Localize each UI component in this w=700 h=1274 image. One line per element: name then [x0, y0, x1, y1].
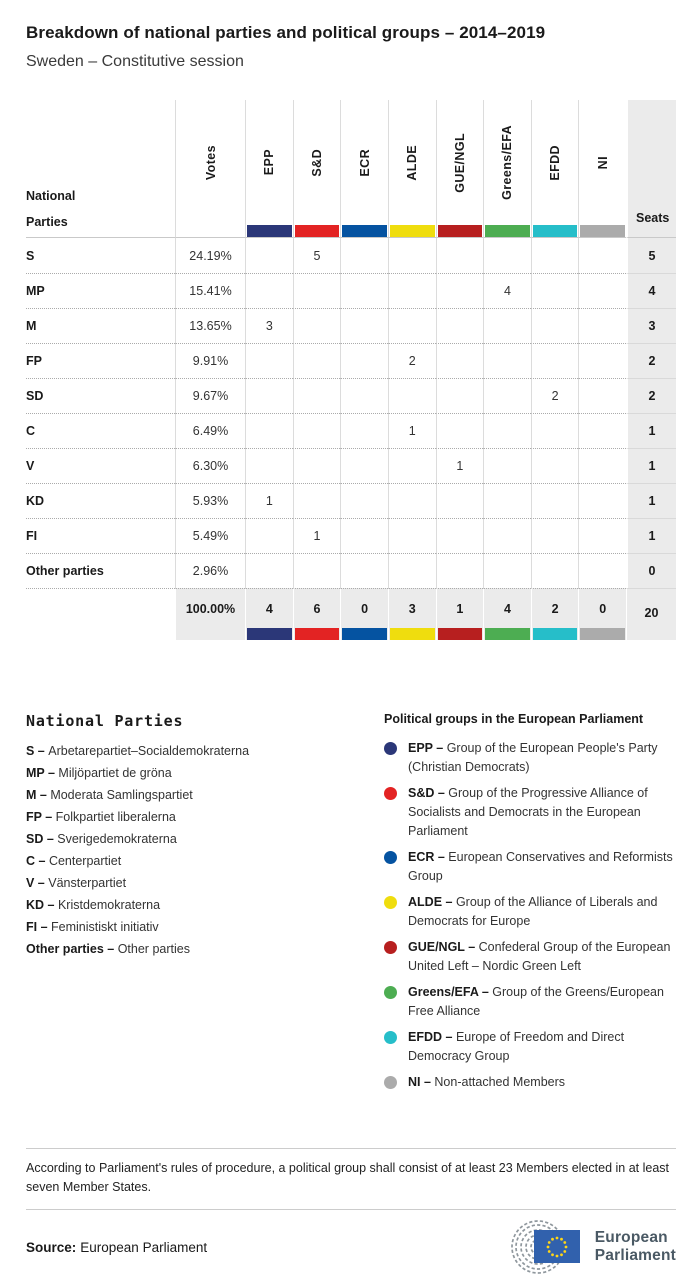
seat-cell-fi-greens-efa — [483, 518, 531, 553]
party-legend-abbr: KD – — [26, 898, 58, 912]
group-color-bar-epp — [247, 225, 292, 237]
group-column-header-gue-ngl — [436, 100, 484, 238]
group-legend-abbr: Greens/EFA – — [408, 985, 493, 999]
seat-cell-sd-alde — [388, 378, 436, 413]
votes-cell-sd: 9.67% — [175, 378, 245, 413]
seat-cell-fp-s-d — [293, 343, 341, 378]
seat-cell-c-ecr — [340, 413, 388, 448]
party-legend-abbr: FI – — [26, 920, 52, 934]
total-color-bar-alde — [390, 628, 435, 640]
total-seats-cell-fi: 1 — [626, 518, 676, 553]
group-legend-text — [408, 739, 676, 777]
seat-cell-v-greens-efa — [483, 448, 531, 483]
party-legend-name: Moderata Samlingspartiet — [50, 788, 193, 802]
seat-cell-s-ni — [578, 238, 626, 273]
group-column-header-ecr — [340, 100, 388, 238]
seat-cell-v-ecr — [340, 448, 388, 483]
party-cell-kd: KD — [26, 483, 175, 518]
group-legend-item-alde — [384, 893, 676, 931]
seat-cell-m-ecr — [340, 308, 388, 343]
party-legend-name: Folkpartiet liberalerna — [55, 810, 176, 824]
alde-legend-dot-icon — [384, 896, 397, 909]
seat-cell-kd-greens-efa — [483, 483, 531, 518]
page-title: Breakdown of national parties and political groups – 2014–2019 — [26, 23, 546, 42]
seat-cell-sd-gue-ngl — [436, 378, 484, 413]
logo-text-line1: European — [594, 1229, 668, 1246]
group-column-header-alde — [388, 100, 436, 238]
group-legend-desc: Group of the European People's Party (Christian Democrats) — [408, 741, 658, 774]
seat-cell-fi-epp — [245, 518, 293, 553]
seat-cell-fi-ecr — [340, 518, 388, 553]
total-group-cell-ecr: 0 — [340, 588, 388, 640]
party-legend-abbr: Other parties – — [26, 942, 118, 956]
group-color-bar-greens-efa — [485, 225, 530, 237]
group-header-text: ECR — [357, 148, 372, 177]
seat-cell-other-parties-greens-efa — [483, 553, 531, 588]
group-column-header-efdd — [531, 100, 579, 238]
party-legend-item-mp — [26, 766, 384, 780]
party-legend-abbr: M – — [26, 788, 51, 802]
total-color-bar-epp — [247, 628, 292, 640]
group-header-text: S&D — [309, 148, 324, 177]
political-groups-legend-list — [384, 739, 676, 1092]
group-legend-abbr: ECR – — [408, 850, 449, 864]
group-header-text: EFDD — [548, 144, 563, 181]
party-legend-abbr: FP – — [26, 810, 56, 824]
group-column-header-greens-efa — [483, 100, 531, 238]
seat-cell-mp-alde — [388, 273, 436, 308]
party-cell-m: M — [26, 308, 175, 343]
source-line — [26, 1240, 207, 1255]
seat-cell-mp-gue-ngl — [436, 273, 484, 308]
votes-cell-v: 6.30% — [175, 448, 245, 483]
group-legend-desc: Group of the Progressive Alliance of Socialists and Democrats in the European Parliament — [408, 786, 648, 838]
group-legend-item-epp — [384, 739, 676, 777]
party-cell-other-parties: Other parties — [26, 553, 175, 588]
footnote: According to Parliament's rules of procedure, a political group shall consist of at least 23 Members elected in at least seven Member States. — [26, 1148, 676, 1210]
national-parties-legend-title: National Parties — [26, 712, 184, 730]
seat-cell-c-epp — [245, 413, 293, 448]
seat-cell-fi-ni — [578, 518, 626, 553]
party-legend-name: Feministiskt initiativ — [51, 920, 159, 934]
seat-cell-other-parties-epp — [245, 553, 293, 588]
party-legend-abbr: SD – — [26, 832, 58, 846]
party-legend-item-fi — [26, 920, 384, 934]
seat-cell-mp-efdd — [531, 273, 579, 308]
group-legend-abbr: ALDE – — [408, 895, 456, 909]
group-header-text: GUE/NGL — [452, 132, 467, 193]
seat-cell-v-gue-ngl: 1 — [436, 448, 484, 483]
party-cell-mp: MP — [26, 273, 175, 308]
party-legend-item-fp — [26, 810, 384, 824]
european-parliament-logo — [494, 1220, 676, 1274]
group-legend-text — [408, 1073, 676, 1092]
total-seats-cell-other-parties: 0 — [626, 553, 676, 588]
total-seats-cell-kd: 1 — [626, 483, 676, 518]
political-groups-legend-title: Political groups in the European Parliament — [384, 712, 644, 726]
group-column-header-s-d — [293, 100, 341, 238]
total-color-bar-gue-ngl — [438, 628, 483, 640]
seat-cell-s-ecr — [340, 238, 388, 273]
total-seats-cell-s: 5 — [626, 238, 676, 273]
party-cell-s: S — [26, 248, 35, 263]
seat-cell-kd-ecr — [340, 483, 388, 518]
votes-cell-c: 6.49% — [175, 413, 245, 448]
seat-cell-fi-s-d: 1 — [293, 518, 341, 553]
seat-cell-kd-epp: 1 — [245, 483, 293, 518]
seat-cell-c-ni — [578, 413, 626, 448]
seats-column-header — [626, 100, 676, 238]
seat-cell-s-epp — [245, 238, 293, 273]
seat-cell-fp-ni — [578, 343, 626, 378]
total-seats-cell-fp: 2 — [626, 343, 676, 378]
group-legend-desc: Group of the Greens/European Free Alliance — [408, 985, 664, 1018]
ni-legend-dot-icon — [384, 1076, 397, 1089]
table-corner-text: National Parties — [26, 189, 76, 229]
party-legend-abbr: V – — [26, 876, 49, 890]
seat-cell-s-gue-ngl — [436, 238, 484, 273]
total-group-cell-s-d: 6 — [293, 588, 341, 640]
group-legend-abbr: EFDD – — [408, 1030, 456, 1044]
party-legend-abbr: S – — [26, 744, 49, 758]
seat-cell-s-alde — [388, 238, 436, 273]
epp-legend-dot-icon — [384, 742, 397, 755]
total-color-bar-greens-efa — [485, 628, 530, 640]
group-legend-text — [408, 983, 676, 1021]
group-color-bar-s-d — [295, 225, 340, 237]
party-legend-name: Vänsterpartiet — [48, 876, 127, 890]
seat-cell-other-parties-alde — [388, 553, 436, 588]
total-group-cell-efdd: 2 — [531, 588, 579, 640]
hemicycle-flag-icon — [494, 1220, 586, 1274]
seat-cell-s-efdd — [531, 238, 579, 273]
seat-cell-other-parties-ni — [578, 553, 626, 588]
seat-cell-m-efdd — [531, 308, 579, 343]
seat-cell-kd-efdd — [531, 483, 579, 518]
seat-cell-s-greens-efa — [483, 238, 531, 273]
votes-cell-fi: 5.49% — [175, 518, 245, 553]
seat-cell-v-alde — [388, 448, 436, 483]
group-legend-abbr: EPP – — [408, 741, 447, 755]
votes-column-header — [175, 100, 245, 238]
total-color-bar-efdd — [533, 628, 578, 640]
group-legend-desc: Non-attached Members — [434, 1075, 566, 1089]
party-legend-abbr: MP – — [26, 766, 59, 780]
group-color-bar-ecr — [342, 225, 387, 237]
seat-cell-v-epp — [245, 448, 293, 483]
votes-header-text: Votes — [203, 144, 218, 181]
seats-header-text: Seats — [636, 211, 670, 225]
source-label: Source: — [26, 1239, 77, 1255]
seat-cell-fi-alde — [388, 518, 436, 553]
seat-cell-v-s-d — [293, 448, 341, 483]
group-legend-item-ni — [384, 1073, 676, 1092]
group-legend-item-ecr — [384, 848, 676, 886]
party-legend-item-sd — [26, 832, 384, 846]
seat-cell-kd-gue-ngl — [436, 483, 484, 518]
seat-cell-c-alde: 1 — [388, 413, 436, 448]
party-legend-abbr: C – — [26, 854, 49, 868]
party-legend-name: Kristdemokraterna — [57, 898, 161, 912]
group-column-header-epp — [245, 100, 293, 238]
seat-cell-fp-epp — [245, 343, 293, 378]
total-row-empty-cell — [26, 588, 175, 640]
group-legend-abbr: S&D – — [408, 786, 449, 800]
group-legend-desc: Group of the Alliance of Liberals and Democrats for Europe — [408, 895, 658, 928]
votes-cell-kd: 5.93% — [175, 483, 245, 518]
group-color-bar-ni — [580, 225, 625, 237]
seat-cell-kd-ni — [578, 483, 626, 518]
total-group-cell-greens-efa: 4 — [483, 588, 531, 640]
party-cell-fi: FI — [26, 518, 175, 553]
party-legend-item-s — [26, 744, 384, 758]
seat-cell-mp-ni — [578, 273, 626, 308]
group-legend-text — [408, 938, 676, 976]
eu-flag — [534, 1230, 580, 1263]
seat-cell-fp-alde: 2 — [388, 343, 436, 378]
seat-cell-m-s-d — [293, 308, 341, 343]
seat-cell-fp-efdd — [531, 343, 579, 378]
seat-cell-sd-efdd: 2 — [531, 378, 579, 413]
group-legend-abbr: GUE/NGL – — [408, 940, 479, 954]
page-subtitle: Sweden – Constitutive session — [26, 53, 244, 70]
seat-cell-other-parties-gue-ngl — [436, 553, 484, 588]
seat-cell-m-ni — [578, 308, 626, 343]
legend-section — [26, 712, 676, 1099]
total-color-bar-s-d — [295, 628, 340, 640]
seat-cell-sd-greens-efa — [483, 378, 531, 413]
group-header-text: NI — [595, 155, 610, 170]
votes-cell-m: 13.65% — [175, 308, 245, 343]
party-legend-name: Other parties — [117, 942, 190, 956]
seat-cell-other-parties-s-d — [293, 553, 341, 588]
total-group-cell-alde: 3 — [388, 588, 436, 640]
efdd-legend-dot-icon — [384, 1031, 397, 1044]
votes-cell-fp: 9.91% — [175, 343, 245, 378]
party-legend-item-other-parties — [26, 942, 384, 956]
group-legend-desc: European Conservatives and Reformists Group — [408, 850, 673, 883]
group-legend-item-greens-efa — [384, 983, 676, 1021]
group-column-header-ni — [578, 100, 626, 238]
total-group-cell-epp: 4 — [245, 588, 293, 640]
total-seats-cell-mp: 4 — [626, 273, 676, 308]
group-legend-desc: Confederal Group of the European United Left – Nordic Green Left — [408, 940, 671, 973]
party-legend-name: Sverigedemokraterna — [57, 832, 177, 846]
seat-cell-sd-s-d — [293, 378, 341, 413]
seat-cell-s-s-d: 5 — [293, 238, 341, 273]
total-seats-cell-sd: 2 — [626, 378, 676, 413]
party-legend-item-kd — [26, 898, 384, 912]
votes-cell-mp: 15.41% — [175, 273, 245, 308]
group-legend-item-gue-ngl — [384, 938, 676, 976]
group-color-bar-alde — [390, 225, 435, 237]
seat-cell-c-gue-ngl — [436, 413, 484, 448]
seat-cell-c-efdd — [531, 413, 579, 448]
total-group-cell-ni: 0 — [578, 588, 626, 640]
party-cell-fp: FP — [26, 343, 175, 378]
party-legend-name: Arbetarepartiet–Socialdemokraterna — [48, 744, 250, 758]
seat-cell-other-parties-ecr — [340, 553, 388, 588]
footer — [26, 1220, 676, 1274]
seat-cell-c-greens-efa — [483, 413, 531, 448]
group-legend-text — [408, 784, 676, 841]
seat-cell-m-greens-efa — [483, 308, 531, 343]
seat-cell-m-alde — [388, 308, 436, 343]
seat-cell-m-epp: 3 — [245, 308, 293, 343]
seat-cell-sd-ecr — [340, 378, 388, 413]
national-parties-legend-list — [26, 744, 384, 956]
national-parties-legend — [26, 712, 384, 1099]
seat-cell-m-gue-ngl — [436, 308, 484, 343]
votes-cell-other-parties: 2.96% — [175, 553, 245, 588]
total-votes-cell: 100.00% — [175, 588, 245, 640]
party-legend-item-m — [26, 788, 384, 802]
gue-ngl-legend-dot-icon — [384, 941, 397, 954]
group-legend-text — [408, 1028, 676, 1066]
seat-cell-sd-epp — [245, 378, 293, 413]
greens-efa-legend-dot-icon — [384, 986, 397, 999]
party-cell-sd: SD — [26, 378, 175, 413]
source-value: European Parliament — [80, 1239, 208, 1255]
group-color-bar-gue-ngl — [438, 225, 483, 237]
total-color-bar-ni — [580, 628, 625, 640]
seat-cell-mp-ecr — [340, 273, 388, 308]
group-legend-desc: Europe of Freedom and Direct Democracy Group — [408, 1030, 625, 1063]
seat-cell-fi-gue-ngl — [436, 518, 484, 553]
ecr-legend-dot-icon — [384, 851, 397, 864]
total-seats-cell: 20 — [626, 588, 676, 640]
group-legend-item-efdd — [384, 1028, 676, 1066]
logo-text-line2: Parliament — [594, 1247, 676, 1264]
party-legend-name: Centerpartiet — [48, 854, 122, 868]
seat-cell-fp-ecr — [340, 343, 388, 378]
seat-cell-mp-s-d — [293, 273, 341, 308]
party-legend-name: Miljöpartiet de gröna — [58, 766, 172, 780]
total-seats-cell-m: 3 — [626, 308, 676, 343]
group-color-bar-efdd — [533, 225, 578, 237]
political-groups-legend — [384, 712, 676, 1099]
total-color-bar-ecr — [342, 628, 387, 640]
seat-cell-v-efdd — [531, 448, 579, 483]
party-cell-c: C — [26, 413, 175, 448]
seat-cell-fi-efdd — [531, 518, 579, 553]
seat-cell-kd-s-d — [293, 483, 341, 518]
group-legend-text — [408, 893, 676, 931]
results-table — [26, 100, 676, 640]
seat-cell-fp-gue-ngl — [436, 343, 484, 378]
seat-cell-mp-greens-efa: 4 — [483, 273, 531, 308]
party-cell-v: V — [26, 448, 175, 483]
seat-cell-c-s-d — [293, 413, 341, 448]
total-group-cell-gue-ngl: 1 — [436, 588, 484, 640]
seat-cell-fp-greens-efa — [483, 343, 531, 378]
total-seats-cell-v: 1 — [626, 448, 676, 483]
seat-cell-v-ni — [578, 448, 626, 483]
party-legend-item-v — [26, 876, 384, 890]
seat-cell-sd-ni — [578, 378, 626, 413]
votes-cell-s: 24.19% — [175, 238, 245, 273]
seat-cell-kd-alde — [388, 483, 436, 518]
group-header-text: Greens/EFA — [500, 125, 515, 200]
group-header-text: EPP — [262, 149, 277, 176]
seat-cell-other-parties-efdd — [531, 553, 579, 588]
group-legend-abbr: NI – — [408, 1075, 435, 1089]
seat-cell-mp-epp — [245, 273, 293, 308]
s-d-legend-dot-icon — [384, 787, 397, 800]
total-seats-cell-c: 1 — [626, 413, 676, 448]
group-header-text: ALDE — [405, 144, 420, 181]
logo-text — [595, 1229, 676, 1265]
group-legend-item-s-d — [384, 784, 676, 841]
table-corner-label — [26, 100, 175, 238]
party-legend-item-c — [26, 854, 384, 868]
group-legend-text — [408, 848, 676, 886]
